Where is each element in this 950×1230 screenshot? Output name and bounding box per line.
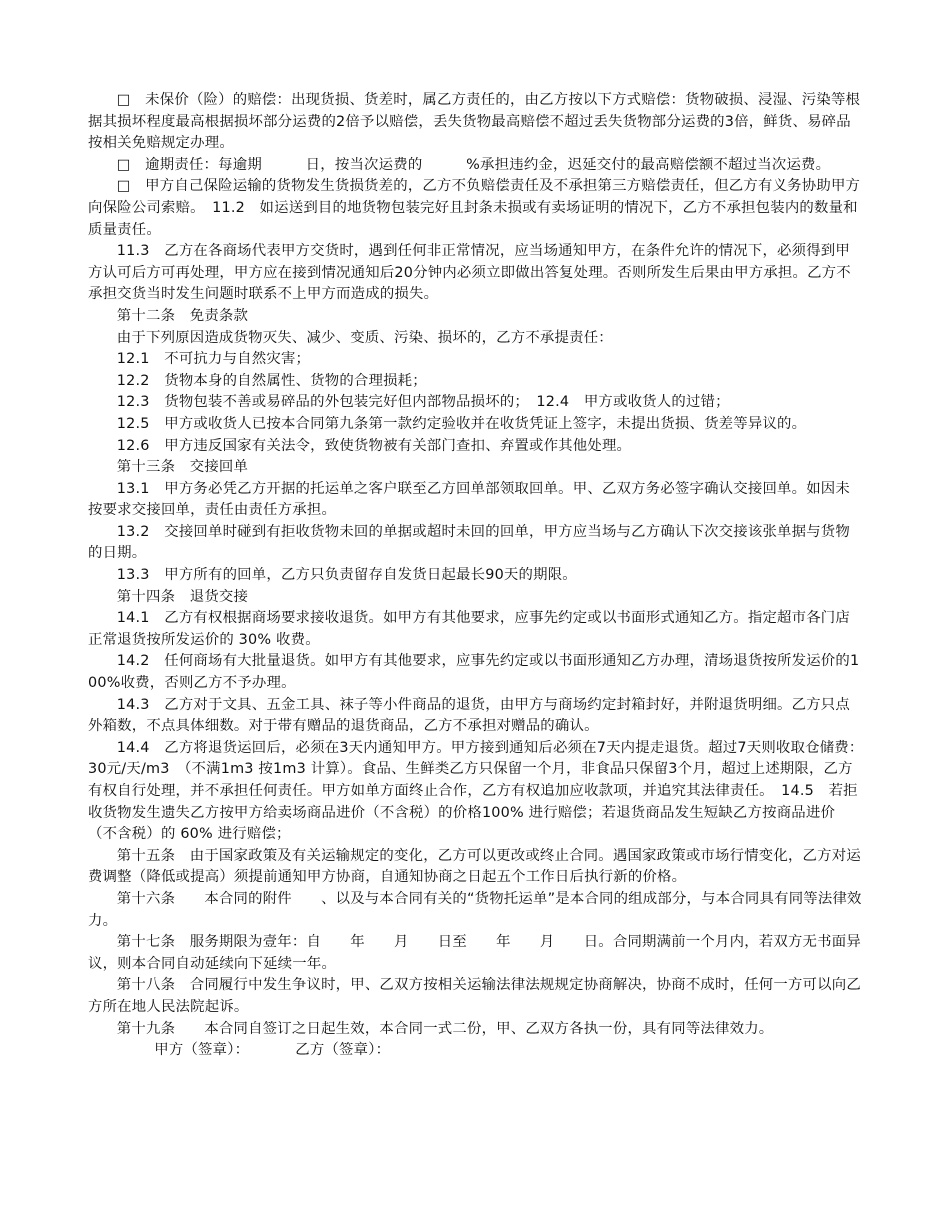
clause-overdue-liability: □ 逾期责任：每逾期 日，按当次运费的 %承担违约金，迟延交付的最高赔偿额不超过当次运费。: [116, 156, 831, 173]
clause-12-3-12-4: 12.3 货物包装不善或易碎品的外包装完好但内部物品损坏的； 12.4 甲方或收货人的过错；: [116, 394, 730, 411]
article-13-heading: 第十三条 交接回单: [116, 459, 249, 476]
party-a-signature-label: 甲方（签章）：: [154, 1042, 250, 1059]
article-19: 第十九条 本合同自签订之日起生效，本合同一式二份，甲、乙双方各执一份，具有同等法律效力。: [116, 1020, 774, 1037]
article-17: 第十七条 服务期限为壹年：自 年 月 日至 年 月 日。合同期满前一个月内，若双方无书面异议，则本合同自动延续向下延续一年。: [88, 934, 861, 972]
clause-14-2: 14.2 任何商场有大批量退货。如甲方有其他要求，应事先约定或以书面形通知乙方办理，清场退货按所发运价的100%收费，否则乙方不予办理。: [88, 653, 860, 692]
contract-body: [88, 90, 864, 1062]
clause-12-6: 12.6 甲方违反国家有关法令，致使货物被有关部门查扣、弃置或作其他处理。: [116, 437, 632, 454]
clause-12-1: 12.1 不可抗力与自然灾害；: [116, 351, 311, 368]
clause-13-3: 13.3 甲方所有的回单，乙方只负责留存自发货日起最长90天的期限。: [116, 567, 577, 584]
clause-unpriced-compensation: □ 未保价（险）的赔偿：出现货损、货差时，属乙方责任的，由乙方按以下方式赔偿：货物破损、浸湿、污染等根据其损坏程度最高根据损坏部分运费的2倍予以赔偿，丢失货物最高赔偿不超过丢失货物部分运费的3倍，鲜货、易碎品按相关免赔规定办理。: [88, 92, 861, 152]
article-12-intro: 由于下列原因造成货物灭失、减少、变质、污染、损坏的，乙方不承提责任：: [116, 329, 613, 346]
clause-self-insured: □ 甲方自己保险运输的货物发生货损货差的，乙方不负赔偿责任及不承担第三方赔偿责任，但乙方有义务协助甲方向保险公司索赔。 11.2 如运送到目的地货物包装完好且封条未损或有卖场证明的情况下，乙方不承担包装内的数量和质量责任。: [88, 178, 861, 238]
party-b-signature-label: 乙方（签章）：: [295, 1042, 391, 1059]
article-16: 第十六条 本合同的附件 、以及与本合同有关的“货物托运单”是本合同的组成部分，与本合同具有同等法律效力。: [88, 890, 862, 929]
article-12-heading: 第十二条 免责条款: [116, 307, 249, 324]
article-15: 第十五条 由于国家政策及有关运输规定的变化，乙方可以更改或终止合同。遇国家政策或市场行情变化，乙方对运费调整（降低或提高）须提前通知甲方协商，自通知协商之日起五个工作日后执行新的价格。: [88, 847, 861, 886]
clause-14-4-14-5: 14.4 乙方将退货运回后，必须在3天内通知甲方。甲方接到通知后必须在7天内提走退货。超过7天则收取仓储费：30元/天/m3 （不满1m3 按1m3 计算）。食品、生鲜类乙方只保留一个月，非食品只保留3个月，超过上述期限，乙方有权自行处理，并不承担任何责任。甲方如单方面终止合作，乙方有权追加应收款项，并追究其法律责任。 14.5 若拒收货物发生遗失乙方按甲方给卖场商品进价（不含税）的价格100% 进行赔偿；若退货商品发生短缺乙方按商品进价（不含税）的 60% 进行赔偿；: [88, 739, 864, 843]
clause-13-1: 13.1 甲方务必凭乙方开据的托运单之客户联至乙方回单部领取回单。甲、乙双方务必签字确认交接回单。如因未按要求交接回单，责任由责任方承担。: [88, 480, 850, 519]
clause-14-3: 14.3 乙方对于文具、五金工具、袜子等小件商品的退货，由甲方与商场约定封箱封好，并附退货明细。乙方只点外箱数，不点具体细数。对于带有赠品的退货商品，乙方不承担对赠品的确认。: [88, 696, 850, 735]
clause-13-2: 13.2 交接回单时碰到有拒收货物未回的单据或超时未回的回单，甲方应当场与乙方确认下次交接该张单据与货物的日期。: [88, 523, 850, 562]
clause-14-1: 14.1 乙方有权根据商场要求接收退货。如甲方有其他要求，应事先约定或以书面形式通知乙方。指定超市各门店正常退货按所发运价的 30% 收费。: [88, 610, 850, 648]
article-18: 第十八条 合同履行中发生争议时，甲、乙双方按相关运输法律法规规定协商解决，协商不成时，任何一方可以向乙方所在地人民法院起诉。: [88, 977, 861, 1015]
clause-12-5: 12.5 甲方或收货人已按本合同第九条第一款约定验收并在收货凭证上签字，未提出货损、货差等异议的。: [116, 415, 807, 432]
clause-11-3: 11.3 乙方在各商场代表甲方交货时，遇到任何非正常情况，应当场通知甲方，在条件允许的情况下，必须得到甲方认可后方可再处理，甲方应在接到情况通知后20分钟内必须立即做出答复处理。否则所发生后果由甲方承担。乙方不承担交货当时发生问题时联系不上甲方而造成的损失。: [88, 243, 851, 303]
clause-12-2: 12.2 货物本身的自然属性、货物的合理损耗；: [116, 372, 427, 389]
signature-line: [88, 1040, 864, 1062]
article-14-heading: 第十四条 退货交接: [116, 588, 249, 605]
